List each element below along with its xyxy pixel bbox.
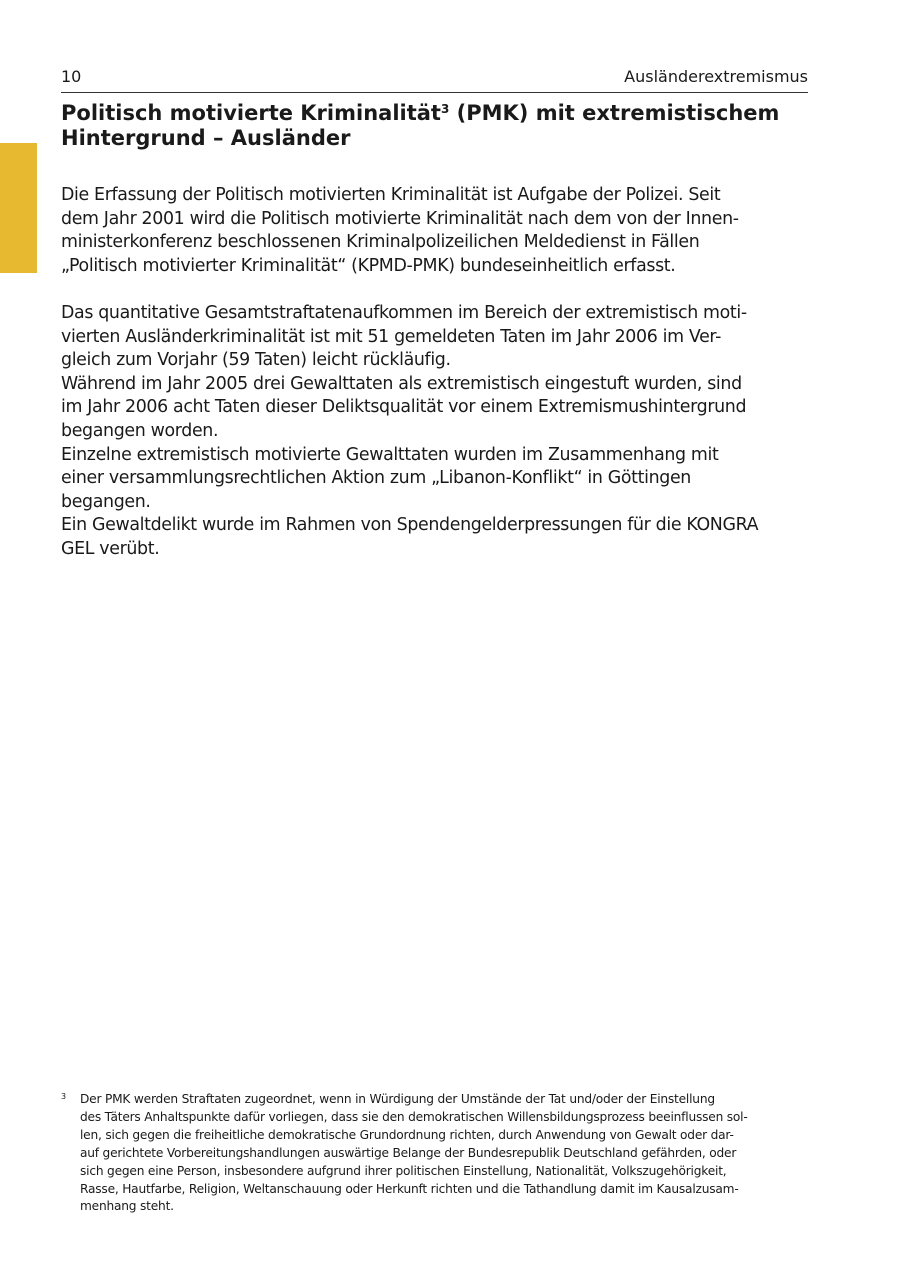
title-part2: (PMK) mit extremistischem	[449, 101, 780, 125]
text-line: einer versammlungsrechtlichen Aktion zum „Libanon-Konflikt“ in Göttingen	[61, 468, 691, 489]
chapter-color-tab	[0, 143, 37, 273]
text-line: im Jahr 2006 acht Taten dieser Deliktsqualität vor einem Extremismushintergrund	[61, 397, 747, 418]
paragraph-3	[61, 373, 821, 444]
title-part1: Politisch motivierte Kriminalität	[61, 101, 441, 125]
footnote-reference: 3	[440, 102, 450, 116]
paragraph-1	[61, 184, 821, 278]
paragraph-5	[61, 514, 821, 561]
footnote	[61, 1091, 809, 1216]
footnote-marker: 3	[61, 1092, 66, 1101]
text-line: GEL verübt.	[61, 538, 160, 559]
text-line: gleich zum Vorjahr (59 Taten) leicht rückläufig.	[61, 350, 451, 371]
title-line2: Hintergrund – Ausländer	[61, 126, 351, 150]
footnote-line: auf gerichtete Vorbereitungshandlungen auswärtige Belange der Bundesrepublik Deutschland gefährden, oder	[80, 1145, 737, 1160]
text-line: begangen.	[61, 491, 151, 512]
text-line: Ein Gewaltdelikt wurde im Rahmen von Spendengelderpressungen für die KONGRA	[61, 515, 759, 536]
footnote-text	[80, 1091, 809, 1216]
footnote-line: len, sich gegen die freiheitliche demokratische Grundordnung richten, durch Anwendung von Gewalt oder dar-	[80, 1127, 734, 1142]
text-line: Das quantitative Gesamtstraftatenaufkommen im Bereich der extremistisch moti-	[61, 302, 747, 323]
text-line: Einzelne extremistisch motivierte Gewalttaten wurden im Zusammenhang mit	[61, 444, 719, 465]
text-line: „Politisch motivierter Kriminalität“ (KPMD-PMK) bundeseinheitlich erfasst.	[61, 255, 676, 276]
section-title: Ausländerextremismus	[624, 67, 808, 86]
paragraph-4	[61, 444, 821, 515]
footnote-line: Rasse, Hautfarbe, Religion, Weltanschauung oder Herkunft richten und die Tathandlung damit im Kausalzusam-	[80, 1181, 739, 1196]
text-line: Die Erfassung der Politisch motivierten Kriminalität ist Aufgabe der Polizei. Seit	[61, 185, 721, 205]
footnote-line: menhang steht.	[80, 1199, 174, 1214]
paragraph-2	[61, 302, 821, 373]
footnote-line: Der PMK werden Straftaten zugeordnet, wenn in Würdigung der Umstände der Tat und/oder der Einstellung	[80, 1092, 715, 1106]
text-line: Während im Jahr 2005 drei Gewalttaten als extremistisch eingestuft wurden, sind	[61, 373, 742, 394]
text-line: ministerkonferenz beschlossenen Kriminalpolizeilichen Meldedienst in Fällen	[61, 232, 700, 253]
running-header	[61, 66, 808, 93]
text-line: begangen worden.	[61, 420, 219, 441]
footnote-line: des Täters Anhaltspunkte dafür vorliegen, dass sie den demokratischen Willensbildungsprozess beeinflussen sol-	[80, 1109, 748, 1124]
footnote-line: sich gegen eine Person, insbesondere aufgrund ihrer politischen Einstellung, Nationalität, Volkszugehörigkeit,	[80, 1163, 727, 1178]
text-line: dem Jahr 2001 wird die Politisch motivierte Kriminalität nach dem von der Innen-	[61, 208, 739, 229]
body-text	[61, 184, 821, 562]
text-line: vierten Ausländerkriminalität ist mit 51 gemeldeten Taten im Jahr 2006 im Ver-	[61, 326, 722, 347]
page-title	[61, 101, 821, 151]
page-number: 10	[61, 67, 82, 86]
